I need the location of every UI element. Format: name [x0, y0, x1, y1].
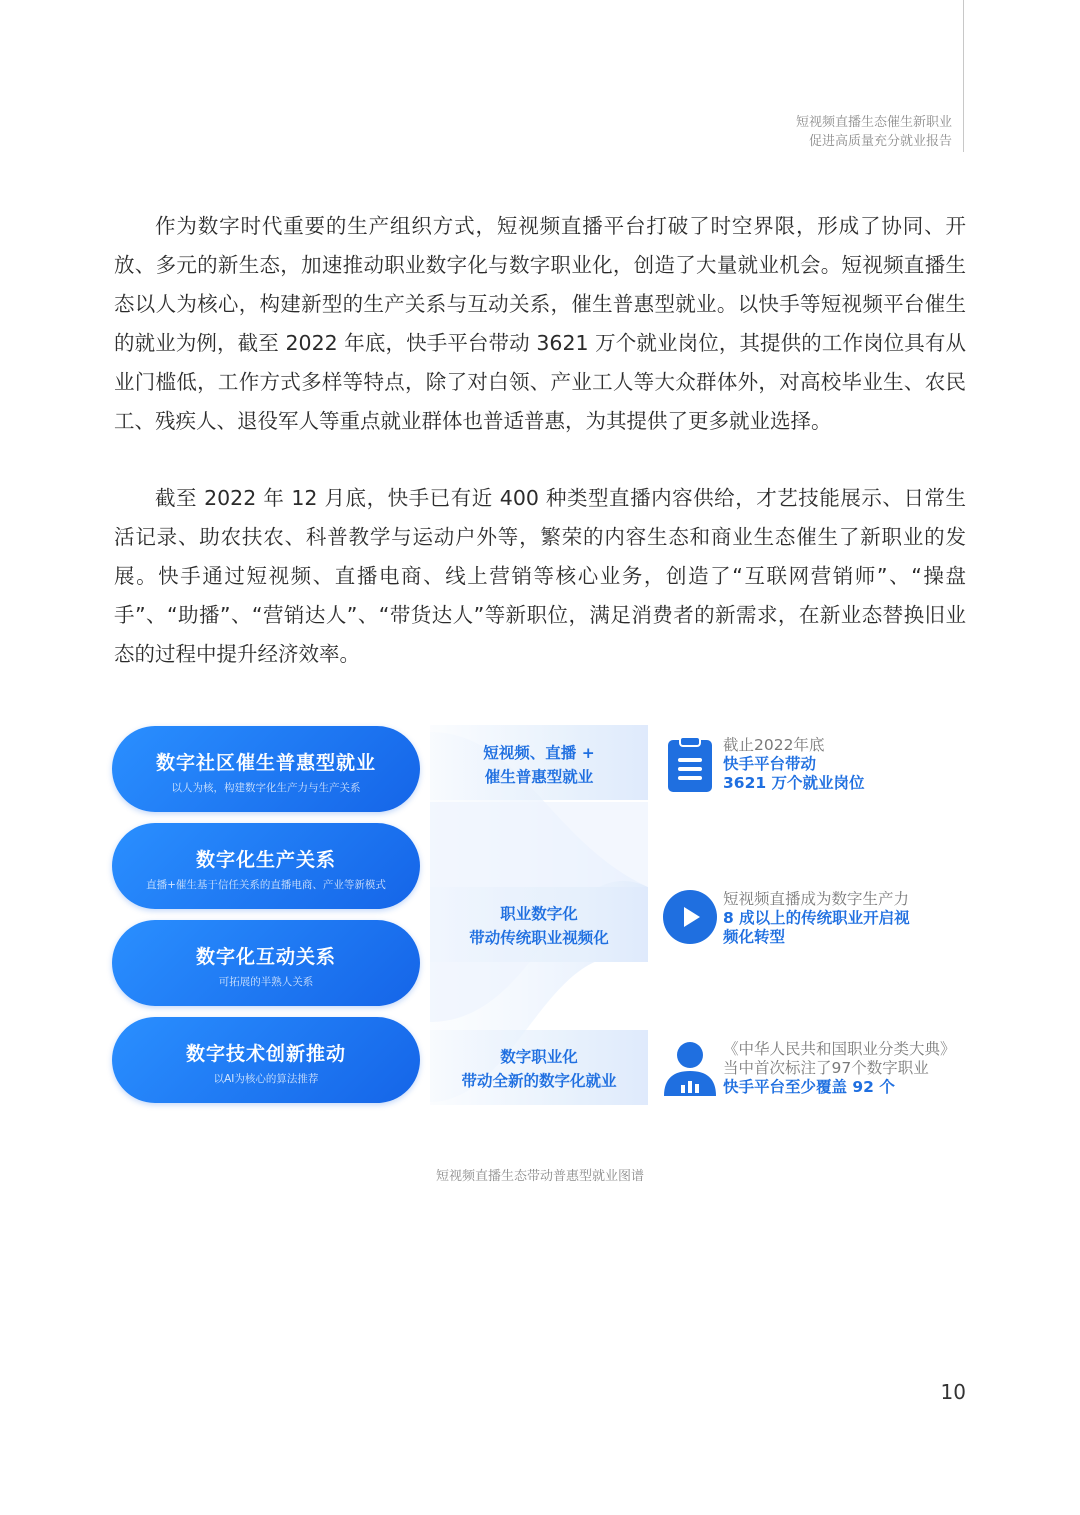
pill-production-relations: [112, 823, 420, 909]
pill-title: 数字化互动关系: [195, 946, 336, 968]
stat-highlight-line: 快手平台至少覆盖 92 个: [723, 1078, 895, 1096]
header-line-1: 短视频直播生态催生新职业: [795, 115, 952, 130]
body-paragraph-2: [114, 479, 966, 674]
stat-highlight-line: 快手平台带动: [723, 755, 817, 773]
stat-highlight-line: 频化转型: [723, 928, 786, 946]
play-icon: [662, 888, 718, 946]
band-job-digitization: [430, 887, 648, 962]
stat-plain-line: 截止2022年底: [723, 736, 825, 754]
page-number: 10: [940, 1380, 966, 1404]
stat-jobs-created: [723, 736, 865, 793]
band-line-1: 数字职业化: [500, 1048, 578, 1066]
pill-title: 数字技术创新推动: [185, 1043, 346, 1065]
stat-plain-line: 《中华人民共和国职业分类大典》: [723, 1040, 956, 1058]
header-rule: [963, 0, 964, 152]
band-line-1: 职业数字化: [500, 905, 578, 923]
band-digital-professionalization: [430, 1030, 648, 1105]
employment-figure: [112, 722, 982, 1112]
pill-title: 数字社区催生普惠型就业: [155, 752, 376, 774]
band-short-video-live: [430, 725, 648, 800]
pill-subtitle: 以人为核，构建数字化生产力与生产关系: [171, 782, 361, 794]
running-header: [796, 113, 952, 151]
stat-highlight-line: 3621 万个就业岗位: [723, 774, 865, 792]
pill-subtitle: 以AI为核心的算法推荐: [213, 1073, 319, 1085]
pill-interaction-relations: [112, 920, 420, 1006]
stat-plain-line: 当中首次标注了97个数字职业: [723, 1059, 929, 1077]
figure-caption: 短视频直播生态带动普惠型就业图谱: [435, 1169, 644, 1184]
band-line-1: 短视频、直播 +: [483, 744, 595, 762]
user-chart-icon: [662, 1040, 718, 1098]
stat-traditional-jobs: [723, 890, 910, 947]
pill-subtitle: 直播+催生基于信任关系的直播电商、产业等新模式: [146, 879, 386, 891]
band-line-2: 带动全新的数字化就业: [461, 1072, 617, 1090]
body-paragraph-1: [114, 207, 966, 441]
band-line-2: 带动传统职业视频化: [469, 929, 609, 947]
pill-digital-community: [112, 726, 420, 812]
stat-highlight-line: 8 成以上的传统职业开启视: [723, 909, 910, 927]
pill-tech-innovation: [112, 1017, 420, 1103]
stat-plain-line: 短视频直播成为数字生产力: [723, 890, 910, 908]
paragraph-text: 截至 2022 年 12 月底，快手已有近 400 种类型直播内容供给，才艺技能展示、日常生活记录、助农扶农、科普教学与运动户外等，繁荣的内容生态和商业生态催生了新职业的发展。快手通过短视频、直播电商、线上营销等核心业务，创造了“互联网营销师”、“操盘手”、“助播”、“营销达人”、“带货达人”等新职位，满足消费者的新需求，在新业态替换旧业态的过程中提升经济效率。: [114, 486, 966, 666]
band-line-2: 催生普惠型就业: [484, 768, 594, 786]
paragraph-text: 作为数字时代重要的生产组织方式，短视频直播平台打破了时空界限，形成了协同、开放、多元的新生态，加速推动职业数字化与数字职业化，创造了大量就业机会。短视频直播生态以人为核心，构建新型的生产关系与互动关系，催生普惠型就业。以快手等短视频平台催生的就业为例，截至 2022 年底，快手平台带动 3621 万个就业岗位，其提供的工作岗位具有从业门槛低，工作方式多样等特点，除了对白领、产业工人等大众群体外，对高校毕业生、农民工、残疾人、退役军人等重点就业群体也普适普惠，为其提供了更多就业选择。: [114, 214, 966, 433]
stat-digital-occupations: [723, 1040, 956, 1097]
clipboard-icon: [662, 736, 718, 794]
pill-title: 数字化生产关系: [195, 849, 336, 871]
header-line-2: 促进高质量充分就业报告: [808, 134, 952, 149]
pill-subtitle: 可拓展的半熟人关系: [218, 976, 314, 988]
